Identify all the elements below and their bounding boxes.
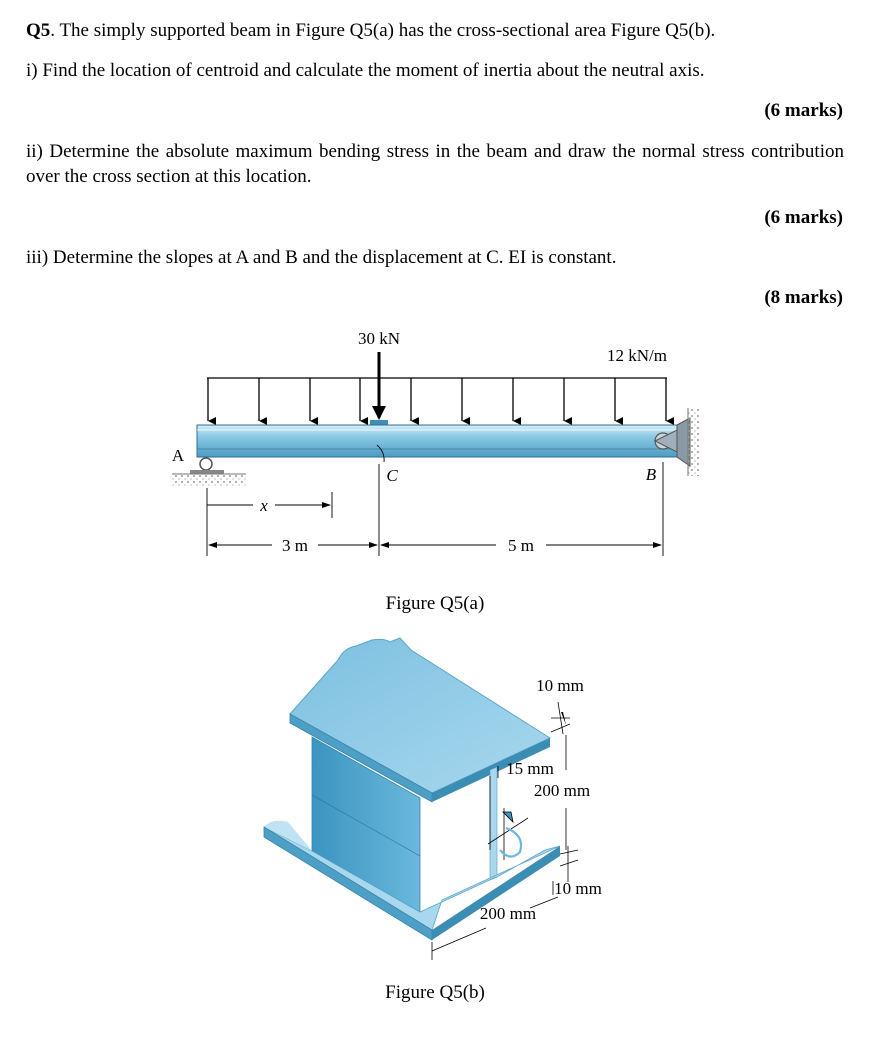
x-label: x [260,496,268,515]
point-load-label: 30 kN [357,329,401,348]
figure-a-beam-diagram [172,329,700,614]
part-3-text: iii) Determine the slopes at A and B and the displacement at C. EI is constant. [26,247,617,268]
web-thickness-label: 15 mm [506,759,554,778]
part-1-text: i) Find the location of centroid and calculate the moment of inertia about the neutral axis. [26,60,705,81]
figure-b-caption: Figure Q5(b) [385,982,485,1003]
part-3-marks: (8 marks) [764,287,843,308]
support-a-label: A [171,446,185,465]
part-2-marks: (6 marks) [764,207,843,228]
figure-a-caption: Figure Q5(a) [385,593,485,614]
web-end-face [490,767,497,880]
flange-width-label: 200 mm [479,904,537,923]
point-c-label: C [386,466,398,485]
question-number: Q5 [26,20,51,41]
bottom-flange-thickness-label: 10 mm [554,879,602,898]
support-b-pin [655,408,700,476]
dimension-5m: 5 m [508,536,534,555]
dimension-3m: 3 m [282,536,308,555]
question-intro: . The simply supported beam in Figure Q5(a) has the cross-sectional area Figure Q5(b). [50,20,716,41]
web-height-label: 200 mm [533,781,591,800]
load-plate [370,420,388,425]
figure-b-cross-section [264,638,602,1003]
distributed-load-label: 12 kN/m [607,346,667,365]
top-flange-thickness-label: 10 mm [536,676,584,695]
part-1-marks: (6 marks) [764,100,843,121]
part-2-text: ii) Determine the absolute maximum bending stress in the beam and draw the normal stress contribution over the cross section at this location. [26,141,844,187]
point-load-arrowhead [372,406,386,420]
support-b-label: B [645,465,657,484]
distributed-load-arrows [207,378,667,421]
